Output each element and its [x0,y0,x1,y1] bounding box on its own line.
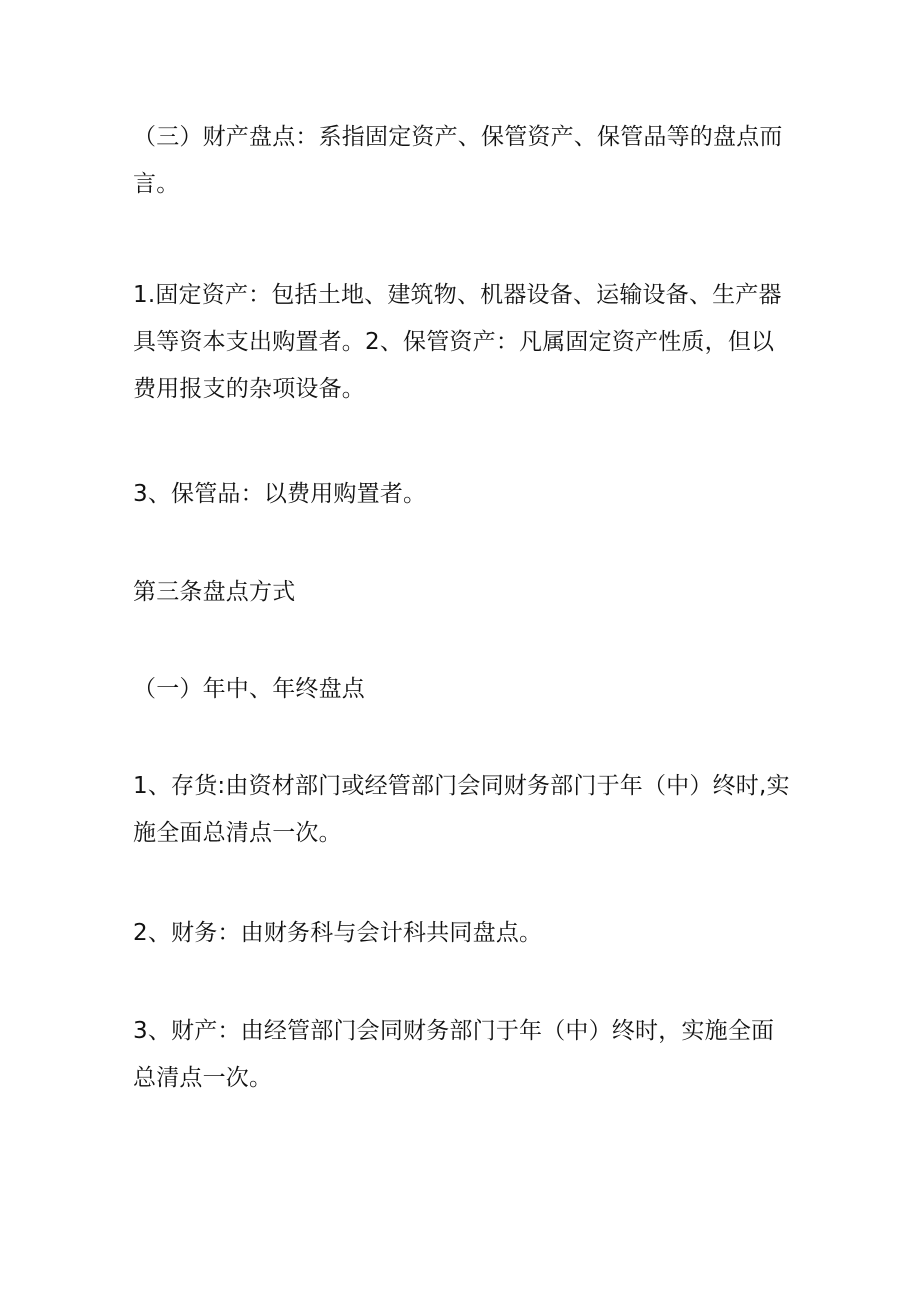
subheading-midyear-yearend-inventory: （一）年中、年终盘点 [133,676,365,702]
paragraph-stock-inventory: 1、存货:由资材部门或经管部门会同财务部门于年（中）终时,实施全面总清点一次。 [133,773,790,846]
paragraph-custody-items: 3、保管品：以费用购置者。 [133,481,427,507]
paragraph-property-count: 3、财产：由经管部门会同财务部门于年（中）终时，实施全面总清点一次。 [133,1018,775,1091]
paragraph-property-inventory: （三）财产盘点：系指固定资产、保管资产、保管品等的盘点而言。 [133,124,783,197]
paragraph-finance-inventory: 2、财务：由财务科与会计科共同盘点。 [133,920,543,946]
section-heading-inventory-method: 第三条盘点方式 [133,579,296,605]
paragraph-fixed-and-custody-assets: 1.固定资产：包括土地、建筑物、机器设备、运输设备、生产器具等资本支出购置者。2、保管资产：凡属固定资产性质，但以费用报支的杂项设备。 [133,282,782,402]
